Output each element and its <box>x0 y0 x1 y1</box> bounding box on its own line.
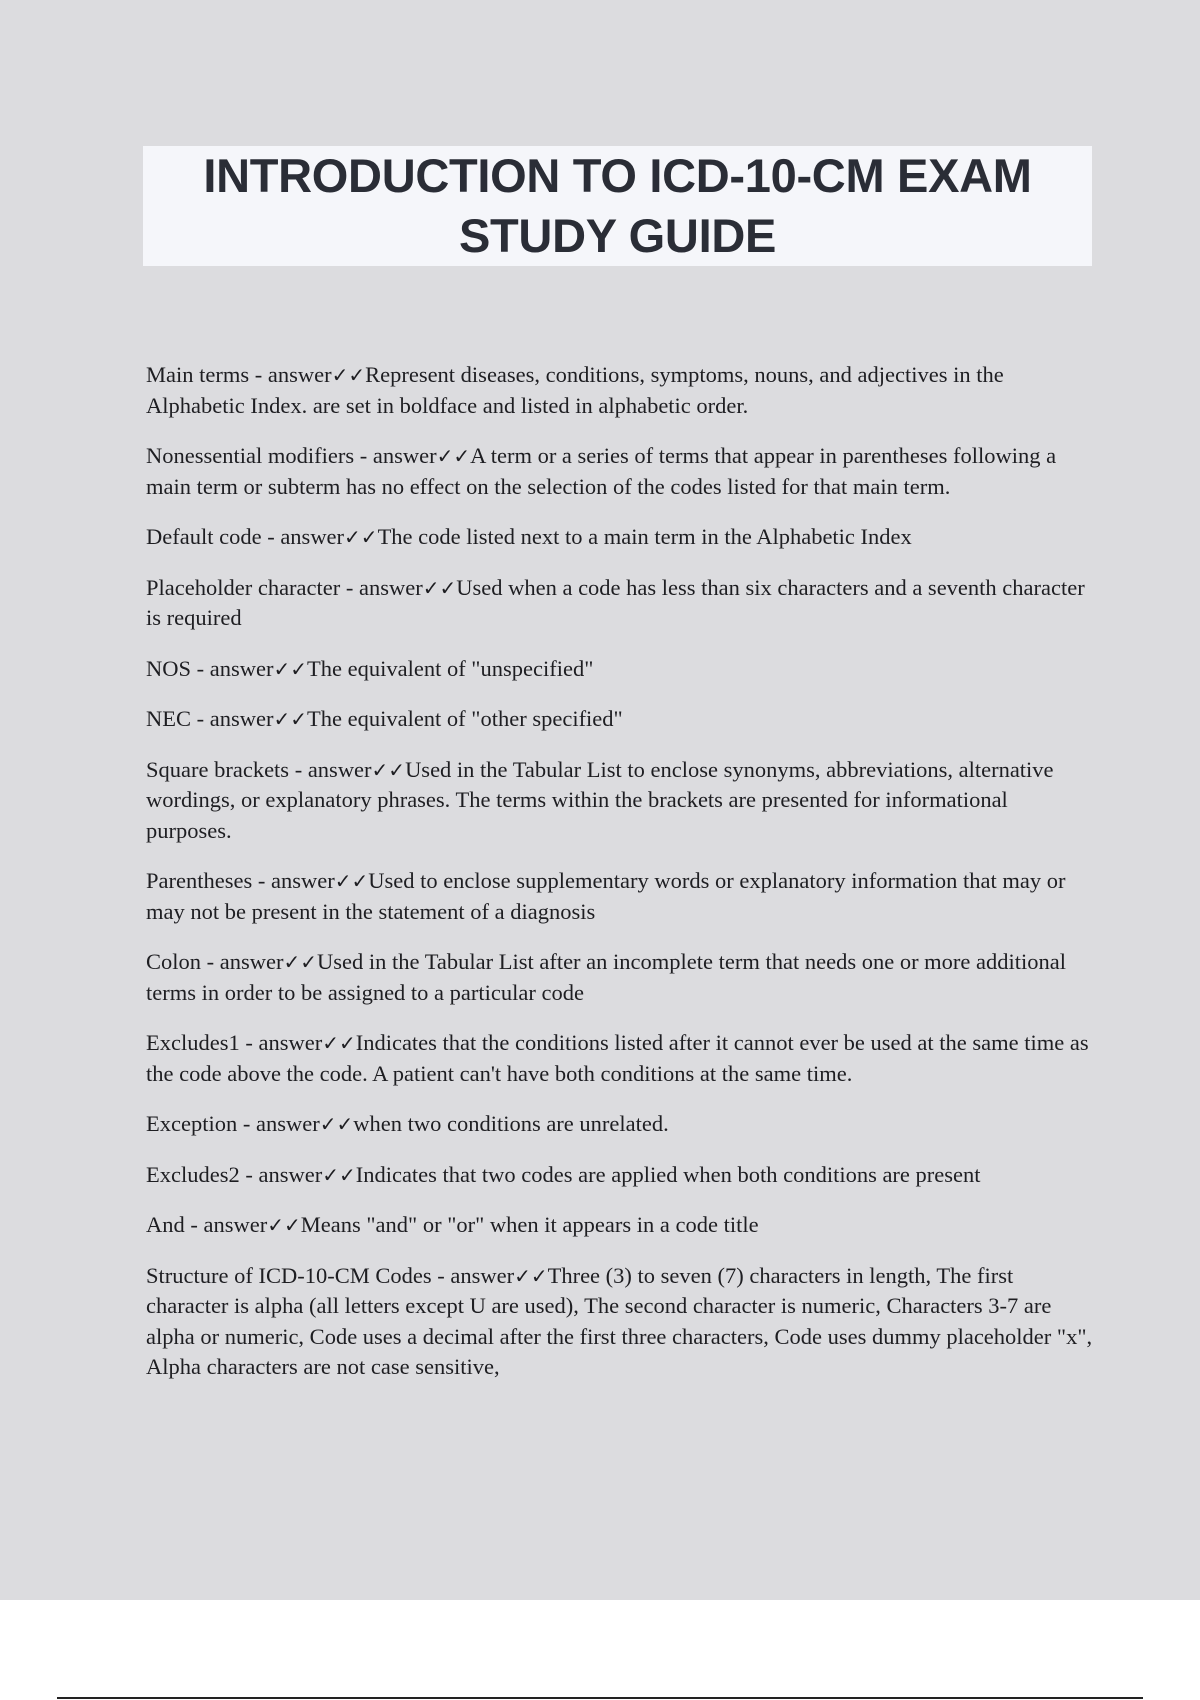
double-check-icon: ✓✓ <box>514 1263 548 1288</box>
answer-marker: - answer <box>340 574 423 600</box>
answer-marker: - answer <box>239 1030 323 1055</box>
study-entry <box>146 360 1096 421</box>
entry-definition: Three (3) to seven (7) characters in length, The first character is alpha (all letters except U are used), The second character is numeric, Characters 3-7 are alpha or numeric, Code uses a decimal after the first three characters, Code uses dummy placeholder "x", Alpha characters are not case sensitive, <box>146 1262 1093 1379</box>
footer-divider <box>57 1697 1143 1699</box>
study-entry <box>146 522 1096 553</box>
answer-marker: - answer <box>252 868 335 893</box>
study-entry <box>146 1210 1096 1241</box>
answer-marker: - answer <box>184 1212 268 1237</box>
title-banner <box>143 146 1092 266</box>
double-check-icon: ✓✓ <box>273 656 307 681</box>
entry-term: Structure of ICD-10-CM Codes <box>146 1262 432 1288</box>
document-title-line-2: STUDY GUIDE <box>458 209 777 262</box>
entry-term: Default code <box>146 524 262 549</box>
entry-term: Colon <box>146 949 202 974</box>
entry-definition: The code listed next to a main term in the Alphabetic Index <box>377 524 912 549</box>
answer-marker: - answer <box>249 362 332 387</box>
document-title-line-1: INTRODUCTION TO ICD-10-CM EXAM <box>203 149 1032 202</box>
entry-term: Excludes1 <box>146 1030 240 1055</box>
double-check-icon: ✓✓ <box>334 869 369 893</box>
answer-marker: - answer <box>237 1111 320 1136</box>
answer-marker: - answer <box>191 706 274 731</box>
study-entry <box>146 441 1096 502</box>
double-check-icon: ✓✓ <box>371 757 406 782</box>
study-entry <box>146 704 1096 735</box>
entry-term: NOS <box>146 655 192 681</box>
double-check-icon: ✓✓ <box>273 707 307 731</box>
entry-definition: Indicates that the conditions listed after it cannot ever be used at the same time as the code above the code. A patient can't have both conditions at the same time. <box>146 1030 1089 1086</box>
entry-term: Exception <box>146 1111 238 1136</box>
entry-definition: The equivalent of "unspecified" <box>307 655 594 681</box>
double-check-icon: ✓✓ <box>283 950 317 974</box>
study-entry <box>146 1109 1096 1140</box>
entry-definition: Represent diseases, conditions, symptoms, nouns, and adjectives in the Alphabetic Index. are set in boldface and listed in alphabetic order. <box>146 362 1004 418</box>
entry-term: Excludes2 <box>146 1161 240 1187</box>
study-entry <box>146 654 1096 685</box>
entry-definition: Used when a code has less than six characters and a seventh character is required <box>146 574 1085 630</box>
double-check-icon: ✓✓ <box>322 1031 356 1055</box>
answer-marker: - answer <box>239 1161 323 1187</box>
study-entry <box>146 573 1096 634</box>
entry-definition: Means "and" or "or" when it appears in a code title <box>300 1212 759 1237</box>
double-check-icon: ✓✓ <box>322 1162 356 1187</box>
entry-definition: A term or a series of terms that appear in parentheses following a main term or subterm has no effect on the selection of the codes listed for that main term. <box>146 443 1057 499</box>
answer-marker: - answer <box>431 1262 515 1288</box>
entry-term: Nonessential modifiers <box>146 443 355 468</box>
double-check-icon: ✓✓ <box>422 575 457 600</box>
entry-definition: Used to enclose supplementary words or explanatory information that may or may not be present in the statement of a diagnosis <box>146 868 1066 924</box>
study-entry <box>146 1028 1096 1089</box>
answer-marker: - answer <box>191 655 274 681</box>
study-entry <box>146 1160 1096 1191</box>
entry-term: Placeholder character <box>146 574 341 600</box>
study-entry <box>146 755 1096 847</box>
entry-term: Square brackets <box>146 756 290 782</box>
answer-marker: - answer <box>289 756 372 782</box>
double-check-icon: ✓✓ <box>344 525 378 549</box>
entry-term: NEC <box>146 706 191 731</box>
double-check-icon: ✓✓ <box>267 1213 301 1237</box>
double-check-icon: ✓✓ <box>331 363 366 387</box>
entry-definition: when two conditions are unrelated. <box>353 1111 669 1136</box>
study-entry <box>146 947 1096 1008</box>
double-check-icon: ✓✓ <box>436 444 471 468</box>
answer-marker: - answer <box>201 949 284 974</box>
answer-marker: - answer <box>354 443 437 468</box>
double-check-icon: ✓✓ <box>319 1112 354 1136</box>
entry-definition: The equivalent of "other specified" <box>306 706 623 731</box>
entry-term: Main terms <box>146 362 250 387</box>
entry-term: And <box>146 1212 185 1237</box>
study-entries-list <box>146 360 1096 1403</box>
entry-term: Parentheses <box>146 868 253 893</box>
study-entry <box>146 1261 1096 1383</box>
entry-definition: Indicates that two codes are applied when both conditions are present <box>355 1161 981 1187</box>
entry-definition: Used in the Tabular List to enclose synonyms, abbreviations, alternative wordings, or explanatory phrases. The terms within the brackets are presented for informational purposes. <box>146 756 1054 843</box>
answer-marker: - answer <box>261 524 345 549</box>
study-entry <box>146 866 1096 927</box>
entry-definition: Used in the Tabular List after an incomplete term that needs one or more additional terms in order to be assigned to a particular code <box>146 949 1067 1005</box>
